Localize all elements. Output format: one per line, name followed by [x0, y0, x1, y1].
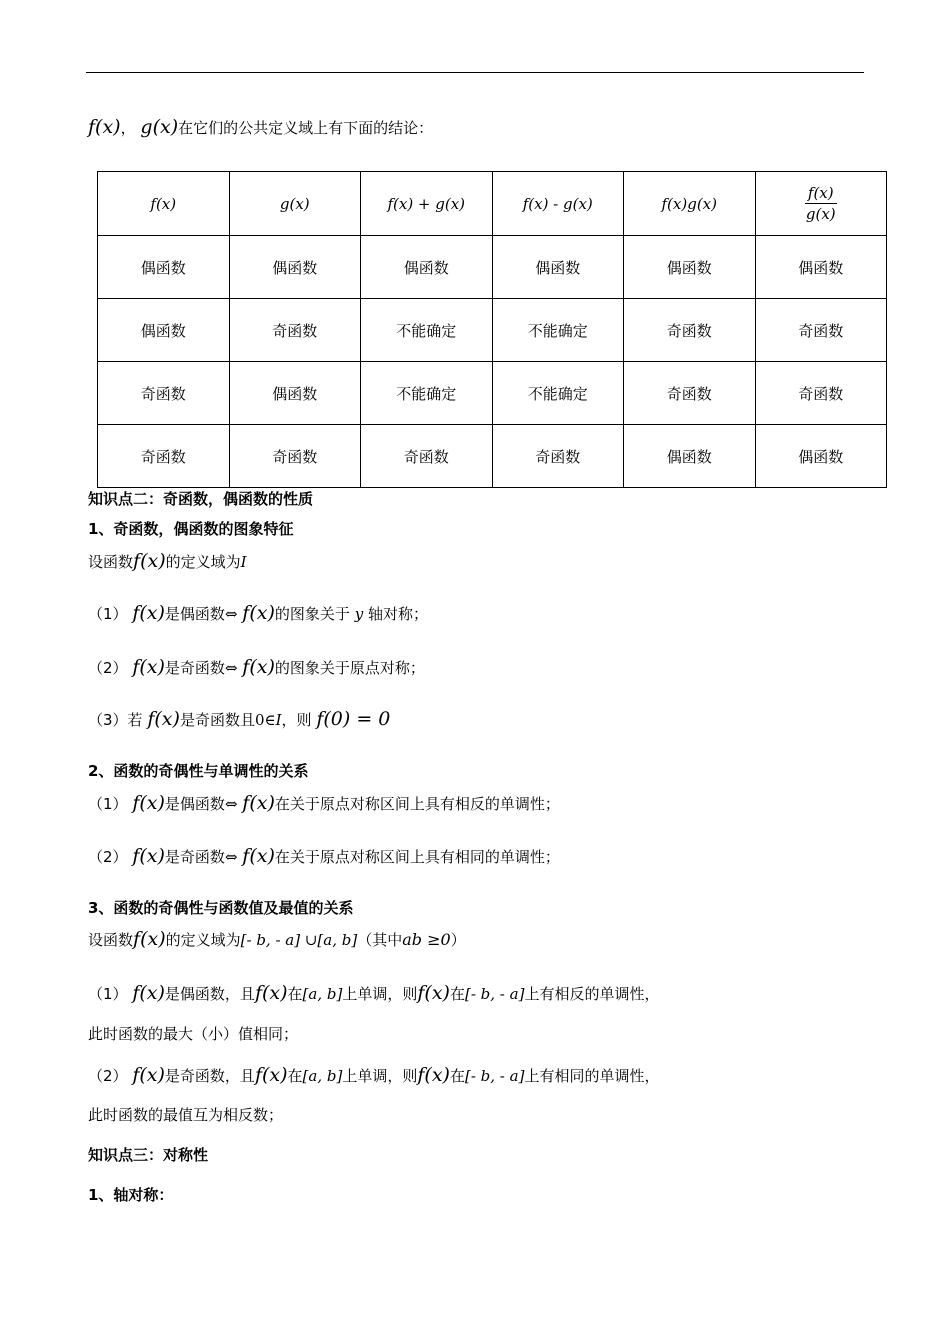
fx-symbol: f(x): [417, 1064, 450, 1086]
fx-symbol: f(x): [133, 550, 166, 572]
fx-symbol: f(x): [132, 845, 165, 867]
interval-ab: [a, b]: [302, 985, 343, 1003]
header-rule: [86, 72, 864, 73]
zero-in-I: 0∈: [254, 711, 276, 729]
iff-symbol: ⇔: [224, 605, 238, 623]
table-cell: 奇函数: [755, 362, 887, 425]
table-cell: 奇函数: [492, 425, 624, 488]
table-cell: 奇函数: [229, 425, 361, 488]
s3-title: 3、函数的奇偶性与函数值及最值的关系: [88, 899, 354, 917]
section3-title: 知识点三：对称性: [88, 1146, 209, 1164]
fx-symbol: f(x): [132, 1064, 165, 1086]
fx-symbol: f(x): [132, 792, 165, 814]
s1-item-2: （2） f(x)是奇函数⇔ f(x)的图象关于原点对称；: [88, 656, 425, 678]
table-cell: 偶函数: [98, 236, 230, 299]
table-cell: 奇函数: [755, 299, 887, 362]
iff-symbol: ⇔: [224, 848, 238, 866]
ab-condition: ab ≥0: [402, 930, 451, 949]
fraction: [805, 184, 837, 223]
table-cell: 偶函数: [624, 236, 756, 299]
iff-symbol: ⇔: [224, 659, 238, 677]
table-header-row: [98, 172, 887, 236]
fx-symbol: f(x): [254, 982, 288, 1004]
intro-text: 在它们的公共定义域上有下面的结论：: [178, 119, 434, 137]
table-cell: 偶函数: [98, 299, 230, 362]
table-row: [98, 299, 887, 362]
s3-item-1: （1） f(x)是偶函数，且f(x)在[a, b]上单调，则f(x)在[- b, - a]上有相反的单调性，: [88, 982, 660, 1004]
table-cell: 不能确定: [492, 362, 624, 425]
gx-symbol: g(x): [140, 116, 179, 138]
fx-symbol: f(x): [132, 656, 165, 678]
fraction-denominator: g(x): [805, 205, 836, 223]
header-quotient: [755, 172, 887, 236]
table-row: [98, 236, 887, 299]
table-cell: 不能确定: [492, 299, 624, 362]
table-cell: 偶函数: [229, 236, 361, 299]
parity-table: [97, 171, 887, 488]
fx-symbol: f(x): [132, 982, 165, 1004]
table-cell: 奇函数: [98, 362, 230, 425]
fx-symbol: f(x): [242, 792, 275, 814]
table-cell: 偶函数: [492, 236, 624, 299]
table-row: [98, 362, 887, 425]
table-cell: 奇函数: [361, 425, 493, 488]
interval-neg-ba: [- b, - a]: [464, 1067, 525, 1085]
table-cell: 奇函数: [98, 425, 230, 488]
table-cell: 偶函数: [229, 362, 361, 425]
s3-domain-line: 设函数f(x)的定义域为[- b, - a] ∪[a, b]（其中ab ≥0）: [88, 928, 466, 950]
table-cell: 偶函数: [624, 425, 756, 488]
s1-item-3: （3）若 f(x)是奇函数且0∈I，则 f(0) = 0: [88, 708, 391, 730]
f-zero-equation: f(0) = 0: [316, 708, 391, 730]
table-cell: 不能确定: [361, 299, 493, 362]
fx-symbol: f(x): [133, 928, 166, 950]
header-gx: g(x): [229, 172, 361, 236]
section3-sub1: 1、轴对称：: [88, 1186, 174, 1204]
fx-symbol: f(x): [132, 602, 165, 624]
table-cell: 偶函数: [361, 236, 493, 299]
fx-symbol: f(x): [147, 708, 180, 730]
domain-set: [- b, - a] ∪[a, b]: [240, 931, 358, 949]
s2-title: 2、函数的奇偶性与单调性的关系: [88, 762, 309, 780]
section2-title: 知识点二：奇函数，偶函数的性质: [88, 490, 314, 508]
header-fx: f(x): [98, 172, 230, 236]
iff-symbol: ⇔: [224, 795, 238, 813]
s2-item-2: （2） f(x)是奇函数⇔ f(x)在关于原点对称区间上具有相同的单调性；: [88, 845, 560, 867]
fx-symbol: f(x): [242, 656, 275, 678]
fx-symbol: f(x): [242, 602, 275, 624]
s3-item-1-cont: 此时函数的最大（小）值相同；: [88, 1025, 299, 1043]
table-cell: 偶函数: [755, 236, 887, 299]
fx-symbol: f(x): [242, 845, 275, 867]
table-cell: 奇函数: [229, 299, 361, 362]
y-axis-symbol: y: [354, 605, 364, 623]
s1-title: 1、奇函数，偶函数的图象特征: [88, 520, 294, 538]
s3-item-2-cont: 此时函数的最值互为相反数；: [88, 1106, 284, 1124]
intro-line: f(x)， g(x)在它们的公共定义域上有下面的结论：: [88, 116, 434, 138]
table-cell: 不能确定: [361, 362, 493, 425]
s3-item-2: （2） f(x)是奇函数，且f(x)在[a, b]上单调，则f(x)在[- b, - a]上有相同的单调性，: [88, 1064, 660, 1086]
s1-domain-line: 设函数f(x)的定义域为I: [88, 550, 247, 572]
s1-item-1: （1） f(x)是偶函数⇔ f(x)的图象关于 y 轴对称；: [88, 602, 428, 624]
fx-symbol: f(x): [88, 116, 121, 138]
interval-neg-ba: [- b, - a]: [464, 985, 525, 1003]
header-sum: f(x) + g(x): [361, 172, 493, 236]
s2-item-1: （1） f(x)是偶函数⇔ f(x)在关于原点对称区间上具有相反的单调性；: [88, 792, 560, 814]
table-cell: 偶函数: [755, 425, 887, 488]
set-I: I: [240, 553, 247, 571]
fraction-numerator: f(x): [805, 184, 837, 204]
interval-ab: [a, b]: [302, 1067, 343, 1085]
table-cell: 奇函数: [624, 362, 756, 425]
fx-symbol: f(x): [254, 1064, 288, 1086]
header-product: f(x)g(x): [624, 172, 756, 236]
header-diff: f(x) - g(x): [492, 172, 624, 236]
table-cell: 奇函数: [624, 299, 756, 362]
table-row: [98, 425, 887, 488]
fx-symbol: f(x): [417, 982, 450, 1004]
